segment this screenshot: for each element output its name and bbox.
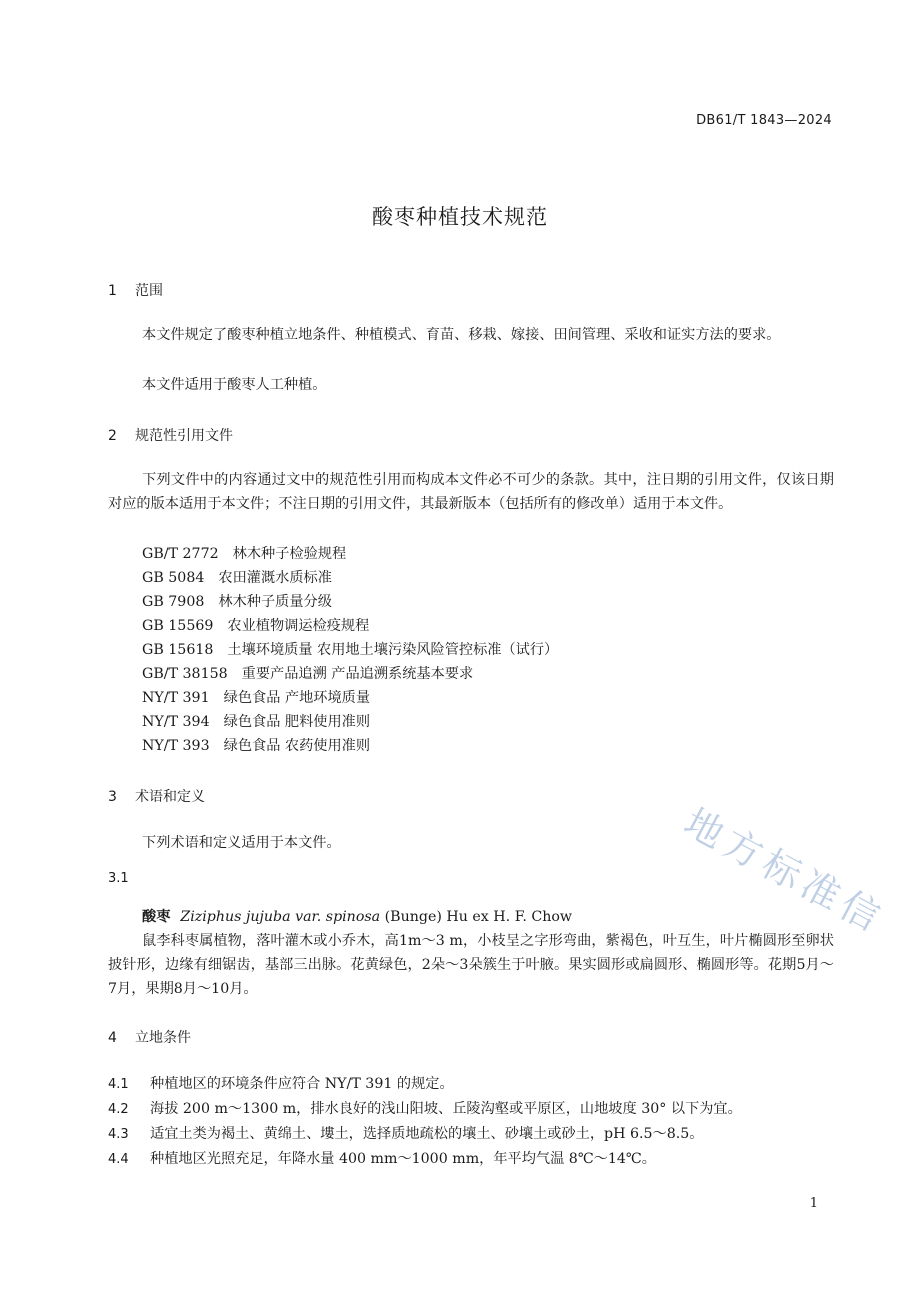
section-title: 立地条件	[135, 1030, 191, 1046]
reference-name: 绿色食品 产地环境质量	[223, 690, 371, 706]
reference-code: GB 5084	[142, 570, 205, 586]
section-heading-site-conditions	[108, 1027, 191, 1047]
clause-number: 4.3	[108, 1127, 129, 1142]
section-title: 规范性引用文件	[135, 428, 233, 444]
reference-code: GB/T 38158	[142, 666, 228, 682]
reference-item	[142, 615, 369, 635]
reference-item	[142, 591, 332, 611]
reference-code: NY/T 391	[142, 690, 210, 706]
clause-item	[108, 1123, 703, 1143]
clause-text: 种植地区的环境条件应符合 NY/T 391 的规定。	[150, 1076, 454, 1092]
clause-number: 4.1	[108, 1077, 129, 1092]
reference-code: GB 7908	[142, 594, 205, 610]
reference-code: NY/T 393	[142, 738, 210, 754]
clause-number: 4.4	[108, 1152, 129, 1167]
reference-name: 重要产品追溯 产品追溯系统基本要求	[241, 666, 474, 682]
clause-number: 3.1	[108, 871, 129, 886]
reference-item	[142, 567, 332, 587]
reference-name: 农业植物调运检疫规程	[227, 618, 370, 634]
watermark: 地方标准信	[677, 799, 893, 943]
section-heading-terms	[108, 786, 205, 806]
terms-intro: 下列术语和定义适用于本文件。	[142, 835, 341, 851]
clause-number: 4.2	[108, 1102, 129, 1117]
reference-item	[142, 663, 473, 683]
term-definition: 鼠李科枣属植物，落叶灌木或小乔木，高1m～3 m，小枝呈之字形弯曲，紫褐色，叶互生，叶片椭圆形至卵状披针形，边缘有细锯齿，基部三出脉。花黄绿色，2朵～3朵簇生于叶腋。果实圆形或扁圆形、椭圆形等。花期5月～7月，果期8月～10月。	[108, 933, 834, 997]
reference-name: 林木种子检验规程	[232, 546, 347, 562]
scope-applicability: 本文件适用于酸枣人工种植。	[142, 377, 327, 393]
clause-item	[108, 1098, 742, 1118]
reference-code: NY/T 394	[142, 714, 210, 730]
scope-paragraph: 本文件规定了酸枣种植立地条件、种植模式、育苗、移栽、嫁接、田间管理、采收和证实方法的要求。	[142, 327, 781, 343]
reference-name: 土壤环境质量 农用地土壤污染风险管控标准（试行）	[227, 642, 559, 658]
section-number: 1	[108, 283, 117, 299]
section-heading-scope	[108, 280, 163, 300]
section-title: 术语和定义	[135, 789, 205, 805]
reference-code: GB 15618	[142, 642, 214, 658]
document-title: 酸枣种植技术规范	[372, 205, 548, 229]
term-entry	[142, 906, 572, 926]
clause-text: 种植地区光照充足，年降水量 400 mm～1000 mm，年平均气温 8℃～14℃。	[150, 1151, 656, 1167]
clause-text: 海拔 200 m～1300 m，排水良好的浅山阳坡、丘陵沟壑或平原区，山地坡度 30° 以下为宜。	[150, 1101, 742, 1117]
section-number: 3	[108, 789, 117, 805]
reference-name: 绿色食品 农药使用准则	[223, 738, 371, 754]
clause-item	[108, 1148, 656, 1168]
reference-code: GB/T 2772	[142, 546, 219, 562]
term-authority: (Bunge) Hu ex H. F. Chow	[384, 909, 573, 925]
reference-item	[142, 543, 346, 563]
section-number: 2	[108, 428, 117, 444]
clause-text: 适宜土类为褐土、黄绵土、塿土，选择质地疏松的壤土、砂壤土或砂土，pH 6.5～8.5。	[150, 1126, 704, 1142]
section-heading-normative-references	[108, 425, 233, 445]
reference-item	[142, 711, 370, 731]
reference-name: 绿色食品 肥料使用准则	[223, 714, 371, 730]
term-latin-name: Ziziphus jujuba var. spinosa	[180, 909, 381, 925]
clause-item	[108, 1073, 454, 1093]
section-number: 4	[108, 1030, 117, 1046]
term-chinese: 酸枣	[142, 909, 171, 925]
reference-code: GB 15569	[142, 618, 214, 634]
section-title: 范围	[135, 283, 163, 299]
reference-item	[142, 639, 558, 659]
reference-name: 农田灌溉水质标准	[218, 570, 332, 586]
document-code: DB61/T 1843—2024	[696, 113, 832, 128]
reference-name: 林木种子质量分级	[218, 594, 332, 610]
page-number: 1	[809, 1196, 818, 1211]
reference-item	[142, 735, 370, 755]
references-intro: 下列文件中的内容通过文中的规范性引用而构成本文件必不可少的条款。其中，注日期的引用文件，仅该日期对应的版本适用于本文件；不注日期的引用文件，其最新版本（包括所有的修改单）适用于本文件。	[108, 472, 834, 512]
reference-item	[142, 687, 370, 707]
